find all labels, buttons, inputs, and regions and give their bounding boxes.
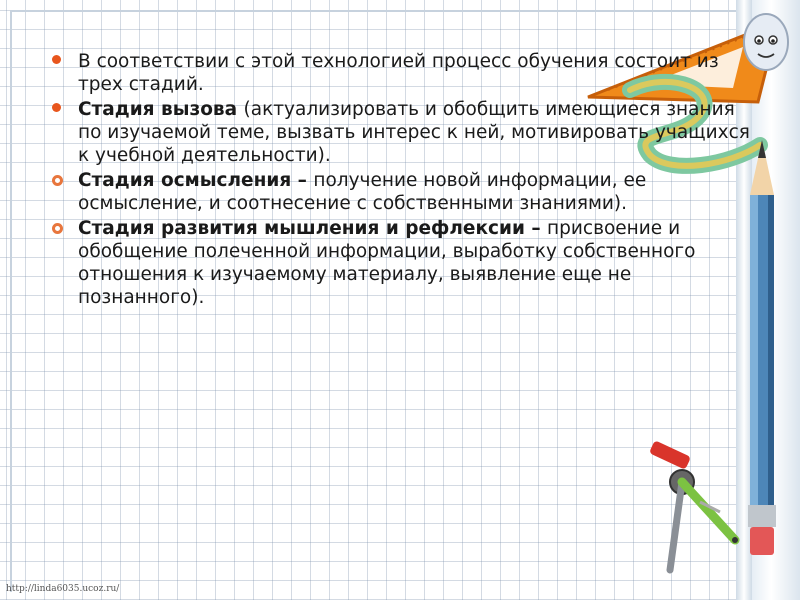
footer-url: http://linda6035.ucoz.ru/ (6, 584, 120, 594)
bullet-item (52, 50, 752, 96)
bullet-heading: Стадия вызова (78, 99, 244, 120)
bullet-item (52, 98, 752, 167)
bullet-marker-icon (52, 175, 63, 186)
bullet-marker-icon (52, 55, 61, 64)
bullet-text: присвоение и обобщение полеченной информации, выработку собственного отношения к изучаемому материалу, выявление еще не познанного). (78, 218, 696, 308)
slide-content (52, 50, 752, 311)
bullet-marker-icon (52, 103, 61, 112)
bullet-text: В соответствии с этой технологией процесс обучения состоит из трех стадий. (78, 51, 719, 95)
bullet-list (52, 50, 752, 309)
bullet-heading: Стадия развития мышления и рефлексии – (78, 218, 548, 239)
bullet-item (52, 169, 752, 215)
bullet-text: (актуализировать и обобщить имеющиеся знания по изучаемой теме, вызвать интерес к ней, мотивировать учащихся к учебной деятельности). (78, 99, 750, 166)
bullet-text: получение новой информации, ее осмысление, и соотнесение с собственными знаниями). (78, 170, 647, 214)
bullet-marker-icon (52, 223, 63, 234)
bullet-item (52, 217, 752, 309)
bullet-heading: Стадия осмысления – (78, 170, 314, 191)
compass-icon (640, 440, 750, 580)
